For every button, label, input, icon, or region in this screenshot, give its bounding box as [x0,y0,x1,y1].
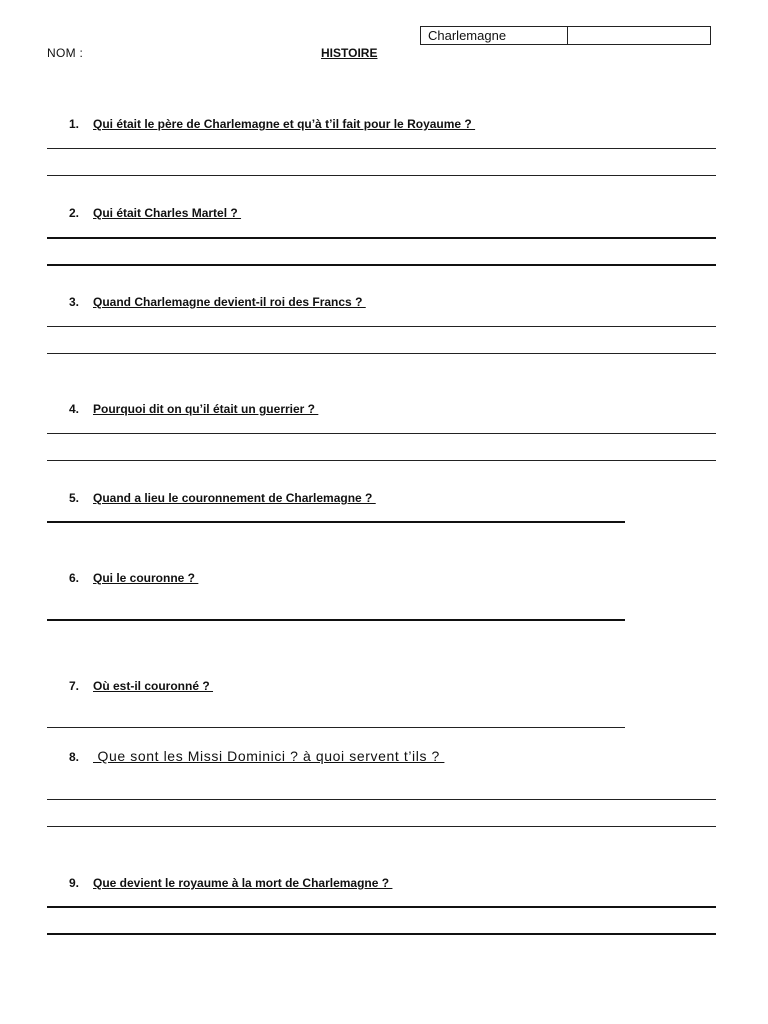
name-label: NOM : [47,46,84,60]
question-2 [69,206,241,220]
subject-title: HISTOIRE [321,46,378,60]
question-8 [69,748,444,764]
answer-line [47,933,716,935]
answer-line [47,148,716,149]
answer-line [47,826,716,827]
answer-line [47,799,716,800]
question-text: Qui le couronne ? [93,571,199,585]
question-number: 2. [69,206,80,220]
question-number: 4. [69,402,80,416]
question-number: 7. [69,679,80,693]
topic-box-title: Charlemagne [421,27,568,44]
question-6 [69,571,198,585]
topic-box [420,26,711,45]
answer-line [47,175,716,176]
question-text: Qui était Charles Martel ? [93,206,242,220]
question-number: 1. [69,117,80,131]
question-number: 3. [69,295,80,309]
question-number: 5. [69,491,80,505]
question-text: Que devient le royaume à la mort de Charlemagne ? [93,876,393,890]
answer-line [47,433,716,434]
question-4 [69,402,318,416]
question-7 [69,679,213,693]
question-number: 9. [69,876,80,890]
answer-line [47,619,625,621]
answer-line [47,727,625,728]
topic-box-empty-cell [568,27,710,44]
answer-line [47,906,716,908]
answer-line [47,460,716,461]
answer-line [47,264,716,266]
question-number: 6. [69,571,80,585]
question-text: Qui était le père de Charlemagne et qu’à t’il fait pour le Royaume ? [93,117,476,131]
question-text: Où est-il couronné ? [93,679,214,693]
question-9 [69,876,392,890]
question-text: Quand a lieu le couronnement de Charlemagne ? [93,491,376,505]
question-text: Quand Charlemagne devient-il roi des Francs ? [93,295,366,309]
question-1 [69,117,475,131]
question-5 [69,491,376,505]
question-number: 8. [69,750,80,764]
question-text: Que sont les Missi Dominici ? à quoi servent t’ils ? [93,748,445,764]
question-text: Pourquoi dit on qu’il était un guerrier ? [93,402,319,416]
answer-line [47,326,716,327]
answer-line [47,353,716,354]
question-3 [69,295,366,309]
answer-line [47,521,625,523]
answer-line [47,237,716,239]
